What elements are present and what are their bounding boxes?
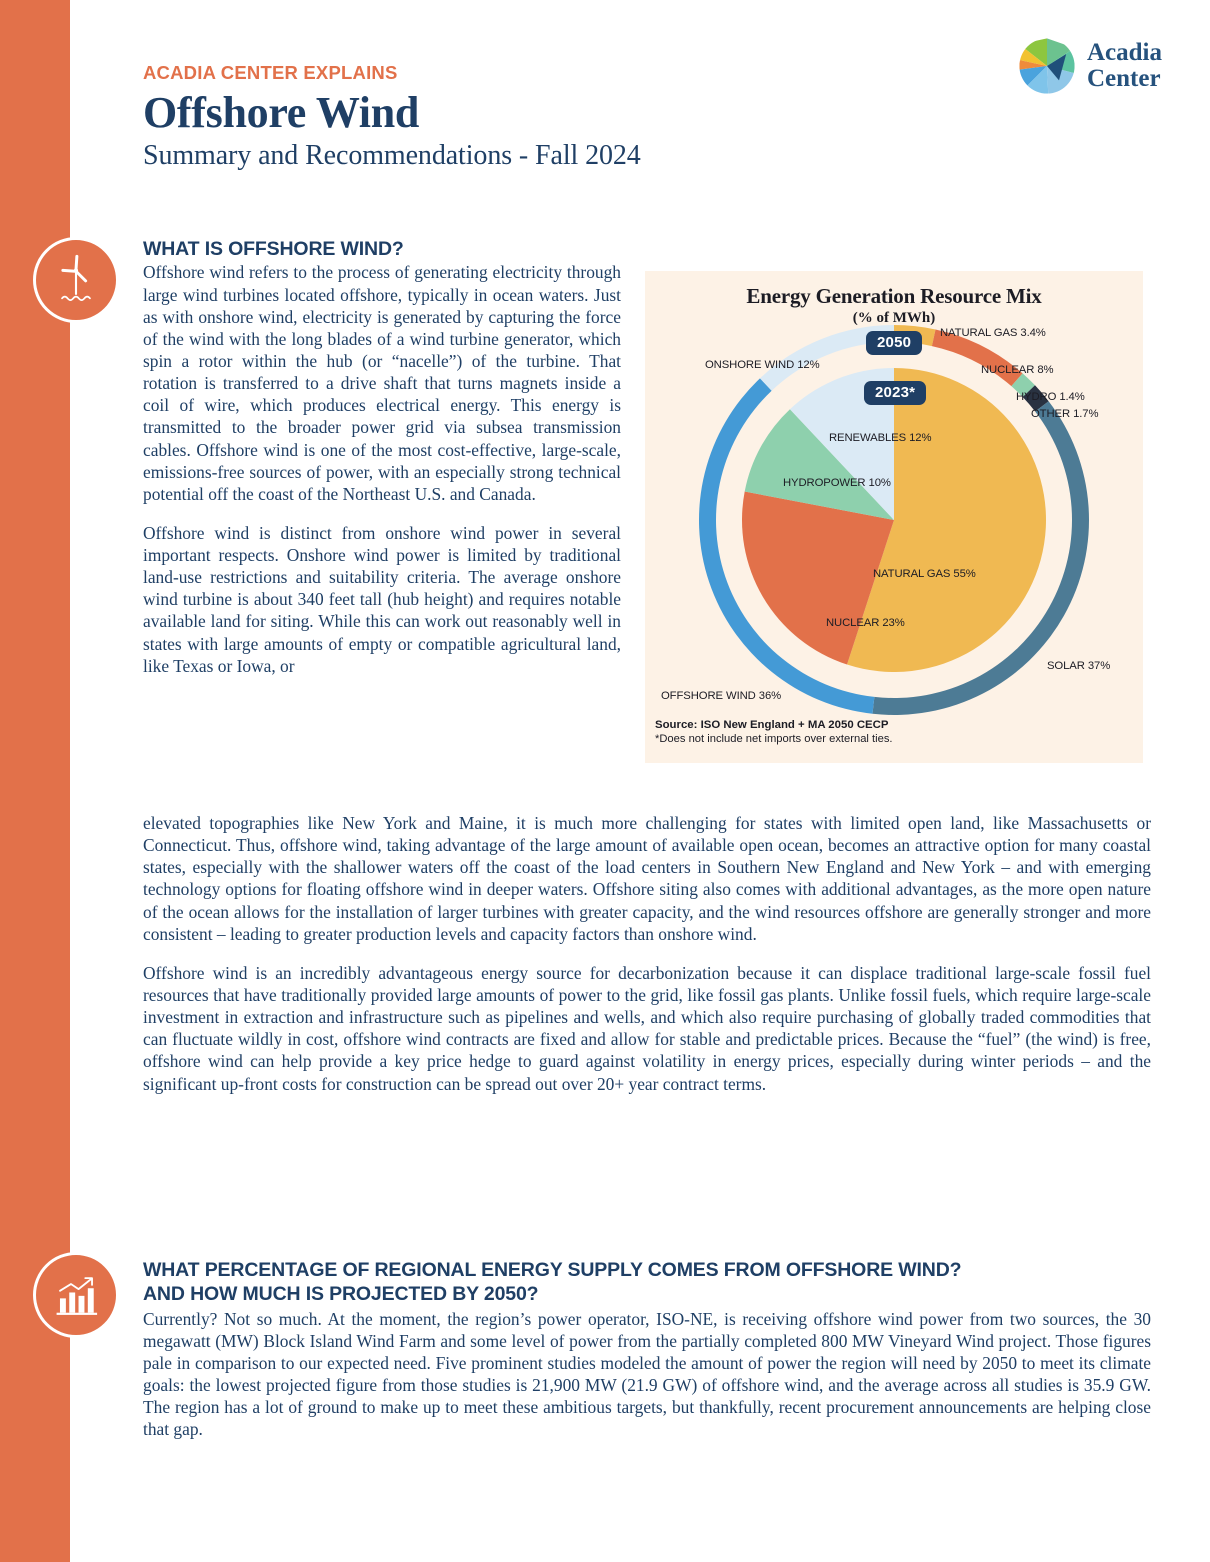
year-badge-2023: 2023* (864, 381, 926, 405)
document-header (143, 62, 1043, 172)
chart-subtitle: (% of MWh) (852, 310, 936, 326)
section-heading-line-1: WHAT PERCENTAGE OF REGIONAL ENERGY SUPPLY COMES FROM OFFSHORE WIND? (143, 1259, 962, 1281)
section-what-is-offshore-wind (143, 237, 621, 677)
chart-source-note (655, 719, 893, 745)
outer-label-other: OTHER 1.7% (1031, 408, 1099, 420)
source-line-1: Source: ISO New England + MA 2050 CECP (655, 719, 889, 731)
paragraph: Offshore wind is distinct from onshore wind power in several important respects. Onshore wind power is limited by traditional land-use restrictions and suitability criteria. The average onshore wind turbine is about 340 feet tall (hub height) and requires notable available land for siting. While this can work out reasonably well in states with large amounts of empty or compatible agricultural land, like Texas or Iowa, or (143, 522, 621, 676)
chart-title: Energy Generation Resource Mix (746, 284, 1042, 308)
outer-label-natural-gas: NATURAL GAS 3.4% (940, 327, 1046, 339)
logo-line-2: Center (1087, 65, 1161, 92)
energy-generation-chart (645, 271, 1143, 763)
logo-line-1: Acadia (1087, 38, 1162, 66)
outer-label-nuclear: NUCLEAR 8% (981, 364, 1054, 376)
source-line-2: *Does not include net imports over external ties. (655, 733, 893, 745)
paragraph: Currently? Not so much. At the moment, the region’s power operator, ISO-NE, is receiving offshore wind power from two sources, the 30 megawatt (MW) Block Island Wind Farm and some level of power from the partially completed 800 MW Vineyard Wind project. Those figures pale in comparison to our expected need. Five prominent studies modeled the amount of power the region will need by 2050 to meet its climate goals: the lowest projected figure from those studies is 21,900 MW (21.9 GW) of offshore wind, and the average across all studies is 35.9 GW. The region has a lot of ground to make up to meet these ambitious targets, but thankfully, recent procurement announcements are helping close that gap. (143, 1308, 1151, 1440)
section-body-continued (143, 812, 1151, 1095)
outer-label-offshore-wind: OFFSHORE WIND 36% (661, 690, 782, 702)
page-subtitle: Summary and Recommendations - Fall 2024 (143, 140, 641, 172)
page-title: Offshore Wind (143, 88, 420, 137)
outer-label-onshore-wind: ONSHORE WIND 12% (705, 359, 820, 371)
section-regional-energy-supply (143, 1258, 1151, 1441)
acadia-pinwheel-icon (1017, 36, 1077, 96)
year-badge-2050: 2050 (866, 331, 922, 355)
wind-turbine-icon (33, 237, 119, 323)
outer-label-hydro: HYDRO 1.4% (1016, 391, 1085, 403)
bar-chart-growth-icon (33, 1252, 119, 1338)
inner-label-hydropower: HYDROPOWER 10% (783, 477, 891, 489)
inner-label-renewables: RENEWABLES 12% (829, 432, 932, 444)
inner-label-natural-gas: NATURAL GAS 55% (873, 568, 976, 580)
eyebrow-label: ACADIA CENTER EXPLAINS (143, 62, 398, 83)
paragraph: Offshore wind is an incredibly advantageous energy source for decarbonization because it can displace traditional large-scale fossil fuel resources that have traditionally provided large amounts of power to the grid, like fossil gas plants. Unlike fossil fuels, which require large-scale investment in extraction and infrastructure such as pipelines and wells, and which also require purchasing of globally traded commodities that can fluctuate wildly in cost, offshore wind contracts are fixed and allow for stable and predictable prices. Because the “fuel” (the wind) is free, offshore wind can help provide a key price hedge to guard against volatility in energy prices, especially during winter periods – and the significant up-front costs for construction can be spread out over 20+ year contract terms. (143, 962, 1151, 1094)
logo-wordmark (1087, 40, 1162, 93)
outer-label-solar: SOLAR 37% (1047, 660, 1111, 672)
section-heading: WHAT IS OFFSHORE WIND? (143, 238, 404, 260)
paragraph: Offshore wind refers to the process of generating electricity through large wind turbines located offshore, typically in ocean waters. Just as with onshore wind, electricity is generated by capturing the force of the wind with the long blades of a wind turbine generator, which spin a rotor within the hub (or “nacelle”) of the turbine. That rotation is transferred to a drive shaft that turns magnets inside a coil of wire, which produces electrical energy. This energy is transmitted to the broader power grid via subsea transmission cables. Offshore wind is one of the most cost-effective, large-scale, emissions-free sources of power, with an especially strong technical potential off the coast of the Northeast U.S. and Canada. (143, 262, 621, 504)
inner-label-nuclear: NUCLEAR 23% (826, 617, 905, 629)
section-heading-line-2: AND HOW MUCH IS PROJECTED BY 2050? (143, 1283, 539, 1306)
paragraph: elevated topographies like New York and Maine, it is much more challenging for states with limited open land, like Massachusetts or Connecticut. Thus, offshore wind, taking advantage of the large amount of available open ocean, becomes an attractive option for many coastal states, especially with the shallower waters off the coast of the load centers in Southern New England and New York – and with emerging technology options for floating offshore wind in deeper waters. Offshore siting also comes with additional advantages, as the more open nature of the ocean allows for the installation of larger turbines with greater capacity, and the wind resources offshore are generally stronger and more consistent – leading to greater production levels and capacity factors than onshore wind. (143, 813, 1151, 944)
acadia-center-logo (1017, 36, 1162, 96)
